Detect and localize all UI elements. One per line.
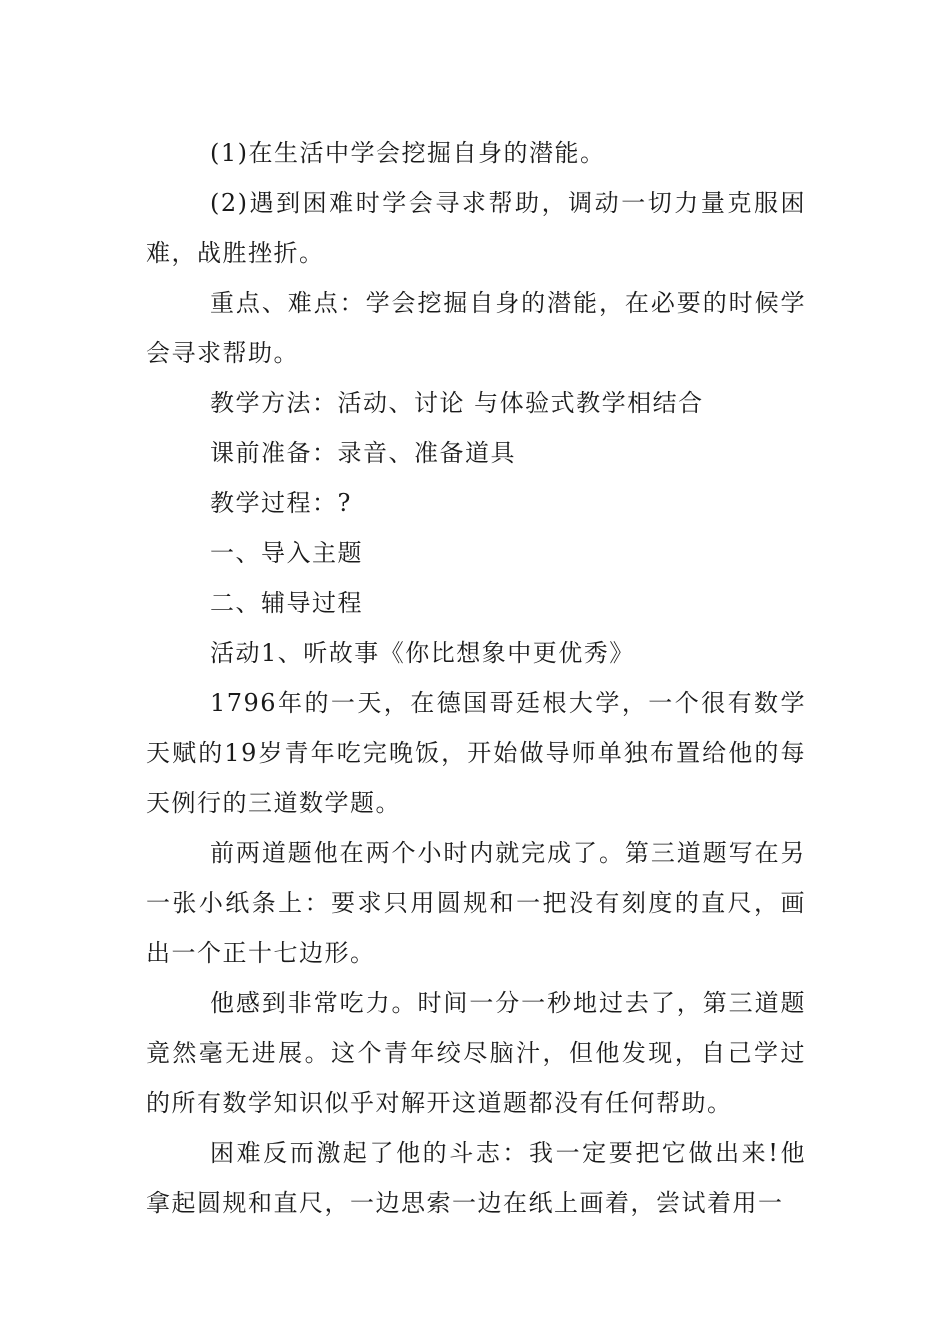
paragraph-objective-2: (2)遇到困难时学会寻求帮助，调动一切力量克服困难，战胜挫折。 [146,189,806,267]
document-body [146,128,806,1228]
paragraph-key-points: 重点、难点：学会挖掘自身的潜能，在必要的时候学会寻求帮助。 [146,289,806,367]
paragraph-teaching-method: 教学方法：活动、讨论 与体验式教学相结合 [210,389,704,417]
paragraph-story-3: 他感到非常吃力。时间一分一秒地过去了，第三道题竟然毫无进展。这个青年绞尽脑汁，但他发现，自己学过的所有数学知识似乎对解开这道题都没有任何帮助。 [146,989,806,1117]
paragraph-preparation: 课前准备：录音、准备道具 [210,439,516,467]
paragraph-story-4: 困难反而激起了他的斗志：我一定要把它做出来!他拿起圆规和直尺，一边思索一边在纸上画着，尝试着用一 [146,1139,806,1217]
paragraph-objective-1: (1)在生活中学会挖掘自身的潜能。 [210,139,606,167]
heading-activity-1: 活动1、听故事《你比想象中更优秀》 [210,639,635,667]
paragraph-story-1: 1796年的一天，在德国哥廷根大学，一个很有数学天赋的19岁青年吃完晚饭，开始做导师单独布置给他的每天例行的三道数学题。 [146,689,806,817]
heading-section-1: 一、导入主题 [210,539,363,567]
paragraph-teaching-process: 教学过程：? [210,489,352,517]
paragraph-story-2: 前两道题他在两个小时内就完成了。第三道题写在另一张小纸条上：要求只用圆规和一把没有刻度的直尺，画出一个正十七边形。 [146,839,806,967]
heading-section-2: 二、辅导过程 [210,589,363,617]
